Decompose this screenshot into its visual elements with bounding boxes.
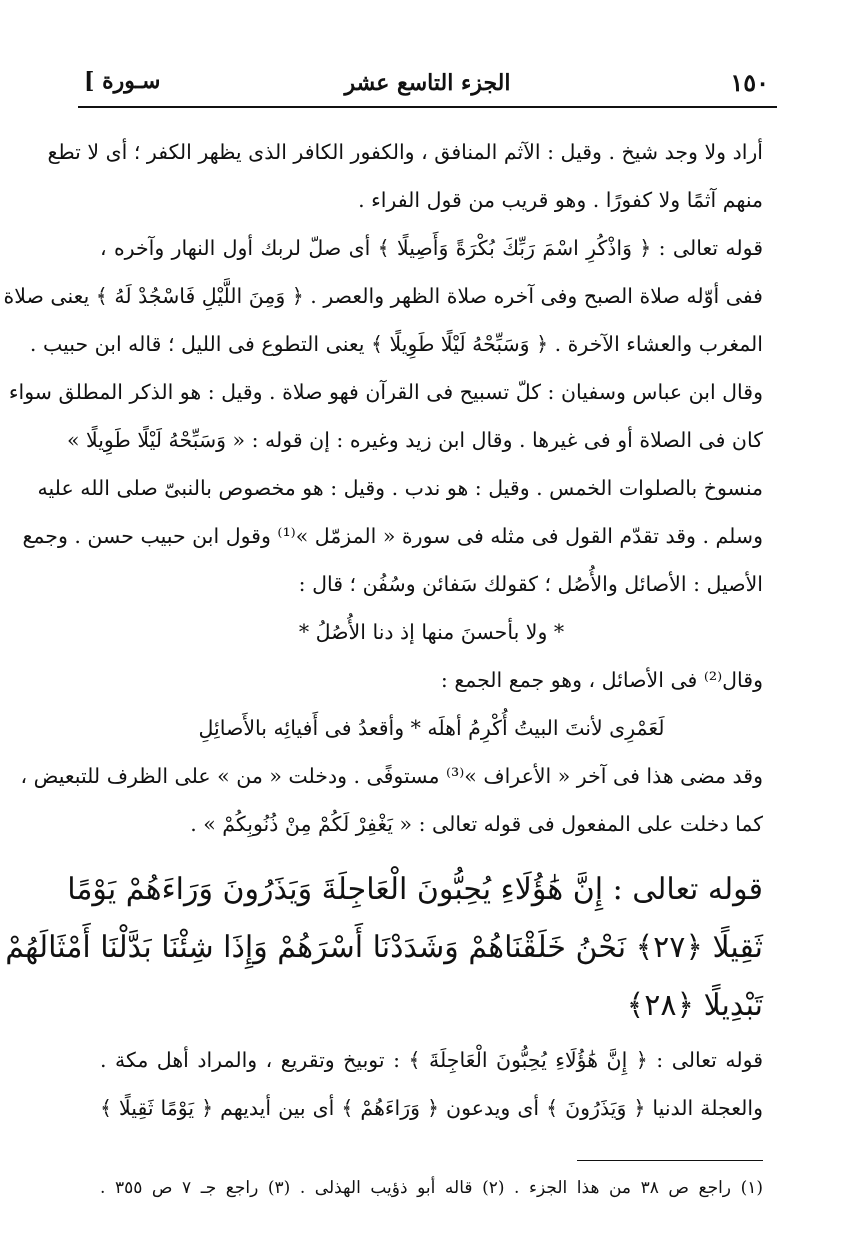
text-line: قوله تعالى : ﴿ إِنَّ هَٰؤُلَاءِ يُحِبُّونَ الْعَاجِلَةَ ﴾ : توبيخ وتقريع ، والمراد أهل مكة . [100, 1048, 763, 1072]
text-line: منسوخ بالصلوات الخمس . وقيل : هو ندب . وقيل : هو مخصوص بالنبىّ صلى الله عليه [37, 476, 763, 500]
running-title: الجزء التاسع عشر [344, 70, 511, 96]
page-header [78, 62, 777, 106]
quran-verse-line: قوله تعالى : إِنَّ هَٰؤُلَاءِ يُحِبُّونَ الْعَاجِلَةَ وَيَذَرُونَ وَرَاءَهُمْ يَوْمًا [67, 872, 763, 907]
quran-verse-line: ثَقِيلًا ﴿٢٧﴾ نَحْنُ خَلَقْنَاهُمْ وَشَدَدْنَا أَسْرَهُمْ وَإِذَا شِئْنَا بَدَّلْنَا أَمْثَالَهُمْ [5, 930, 763, 965]
text-line: وسلم . وقد تقدّم القول فى مثله فى سورة « المزمّل »⁽¹⁾ وقول ابن حبيب حسن . وجمع [22, 524, 763, 548]
text-line: وقد مضى هذا فى آخر « الأعراف »⁽³⁾ مستوفًى . ودخلت « من » على الظرف للتبعيض ، [20, 764, 763, 788]
poetry-line: لَعَمْرِى لأنتَ البيتُ أُكْرِمُ أهلَه * وأقعدُ فى أَفيائِه بالأَصائِلِ [198, 716, 665, 740]
poetry-line: * ولا بأحسنَ منها إذ دنا الأُصُلُ * [298, 620, 565, 644]
text-line: الأصيل : الأصائل والأُصُل ؛ كقولك سَفائن وسُفُن ؛ قال : [298, 572, 763, 596]
text-line: منهم آثمًا ولا كفورًا . وهو قريب من قول الفراء . [358, 188, 763, 212]
text-line: المغرب والعشاء الآخرة . ﴿ وَسَبِّحْهُ لَيْلًا طَوِيلًا ﴾ يعنى التطوع فى الليل ؛ قاله ابن حبيب . [29, 332, 763, 356]
text-line: وقال⁽²⁾ فى الأصائل ، وهو جمع الجمع : [440, 668, 763, 692]
page-number: ١٥٠ [730, 68, 769, 97]
surah-label: سـورة ] [84, 68, 161, 94]
text-line: كان فى الصلاة أو فى غيرها . وقال ابن زيد وغيره : إن قوله : « وَسَبِّحْهُ لَيْلًا طَوِيلًا » [66, 428, 763, 452]
text-line: قوله تعالى : ﴿ وَاذْكُرِ اسْمَ رَبِّكَ بُكْرَةً وَأَصِيلًا ﴾ أى صلّ لربك أول النهار وآخره ، [100, 236, 763, 260]
text-line: والعجلة الدنيا ﴿ وَيَذَرُونَ ﴾ أى ويدعون ﴿ وَرَاءَهُمْ ﴾ أى بين أيديهم ﴿ يَوْمًا ثَقِيلًا ﴾ [100, 1096, 763, 1120]
footnotes: (١) راجع ص ٣٨ من هذا الجزء . (٢) قاله أبو ذؤيب الهذلى . (٣) راجع جـ ٧ ص ٣٥٥ . [100, 1178, 763, 1198]
footnote-rule [577, 1160, 763, 1161]
text-line: أراد ولا وجد شيخ . وقيل : الآثم المنافق ، والكفور الكافر الذى يظهر الكفر ؛ أى لا تطع [47, 140, 763, 164]
text-line: كما دخلت على المفعول فى قوله تعالى : « يَغْفِرْ لَكُمْ مِنْ ذُنُوبِكُمْ » . [190, 812, 763, 836]
text-line: وقال ابن عباس وسفيان : كلّ تسبيح فى القرآن فهو صلاة . وقيل : هو الذكر المطلق سواء [8, 380, 763, 404]
text-line: ففى أوّله صلاة الصبح وفى آخره صلاة الظهر والعصر . ﴿ وَمِنَ اللَّيْلِ فَاسْجُدْ لَهُ ﴾ يعنى صلاة [3, 284, 763, 308]
quran-verse-line: تَبْدِيلًا ﴿٢٨﴾ [626, 988, 763, 1023]
commentary-body [3, 128, 763, 1132]
header-rule [78, 106, 777, 108]
